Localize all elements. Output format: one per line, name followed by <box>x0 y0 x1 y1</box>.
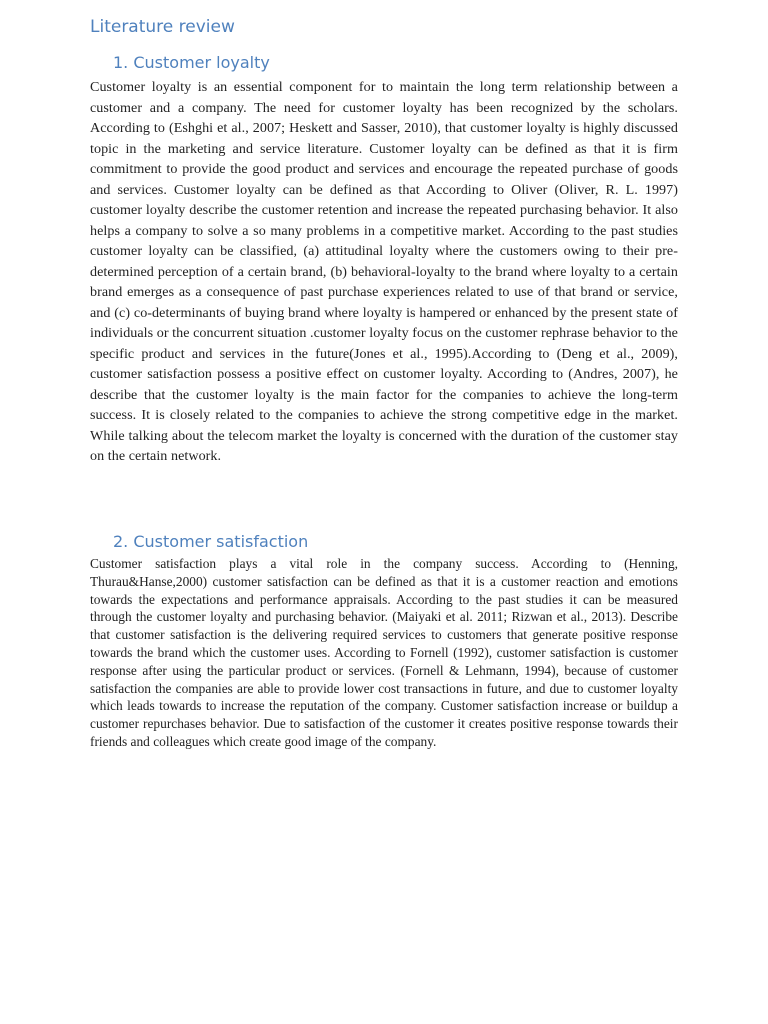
document-page <box>90 0 678 1024</box>
section-paragraph-customer-satisfaction: Customer satisfaction plays a vital role in the company success. According to (Henning, Thurau&Hanse,2000) customer satisfaction can be defined as that it is a customer reaction and emotions towards the expectations and performance appraisals. According to the past studies it can be measured through the customer loyalty and purchasing behavior. (Maiyaki et al. 2011; Rizwan et al., 2013). Describe that customer satisfaction is the delivering required services to customers that generate positive response towards the brand which the customer uses. According to Fornell (1992), customer satisfaction is customer response after using the particular product or services. (Fornell & Lehmann, 1994), because of customer satisfaction the companies are able to provide lower cost transactions in future, and due to customer loyalty which leads towards to increase the reputation of the company. Customer satisfaction increase or buildup a customer repurchases behavior. Due to satisfaction of the customer it creates positive response towards their friends and colleagues which create good image of the company. <box>90 556 678 749</box>
page-title: Literature review <box>90 17 235 37</box>
section-heading-customer-satisfaction: 2. Customer satisfaction <box>113 532 309 551</box>
section-heading-customer-loyalty: 1. Customer loyalty <box>113 53 270 72</box>
section-paragraph-customer-loyalty: Customer loyalty is an essential component for to maintain the long term relationship between a customer and a company. The need for customer loyalty has been recognized by the scholars. According to (Eshghi et al., 2007; Heskett and Sasser, 2010), that customer loyalty is highly discussed topic in the marketing and service literature. Customer loyalty can be defined as that it is firm commitment to provide the good product and services and encourage the repeated purchase of goods and services. Customer loyalty can be defined as that According to Oliver (Oliver, R. L. 1997) customer loyalty describe the customer retention and increase the repeated purchasing behavior. It also helps a company to solve a so many problems in a competitive market. According to the past studies customer loyalty can be classified, (a) attitudinal loyalty where the customers owing to their pre-determined perception of a certain brand, (b) behavioral-loyalty to the brand where loyalty to a certain brand emerges as a consequence of past purchase experiences related to use of that brand or service, and (c) co-determinants of buying brand where loyalty is hampered or enhanced by the present state of individuals or the concurrent situation .customer loyalty focus on the customer rephrase behavior to the specific product and services in the future(Jones et al., 1995).According to (Deng et al., 2009), customer satisfaction possess a positive effect on customer loyalty. According to (Andres, 2007), he describe that the customer loyalty is the main factor for the companies to achieve the long-term success. It is closely related to the companies to achieve the strong competitive edge in the market. While talking about the telecom market the loyalty is concerned with the duration of the customer stay on the certain network. <box>90 79 678 464</box>
